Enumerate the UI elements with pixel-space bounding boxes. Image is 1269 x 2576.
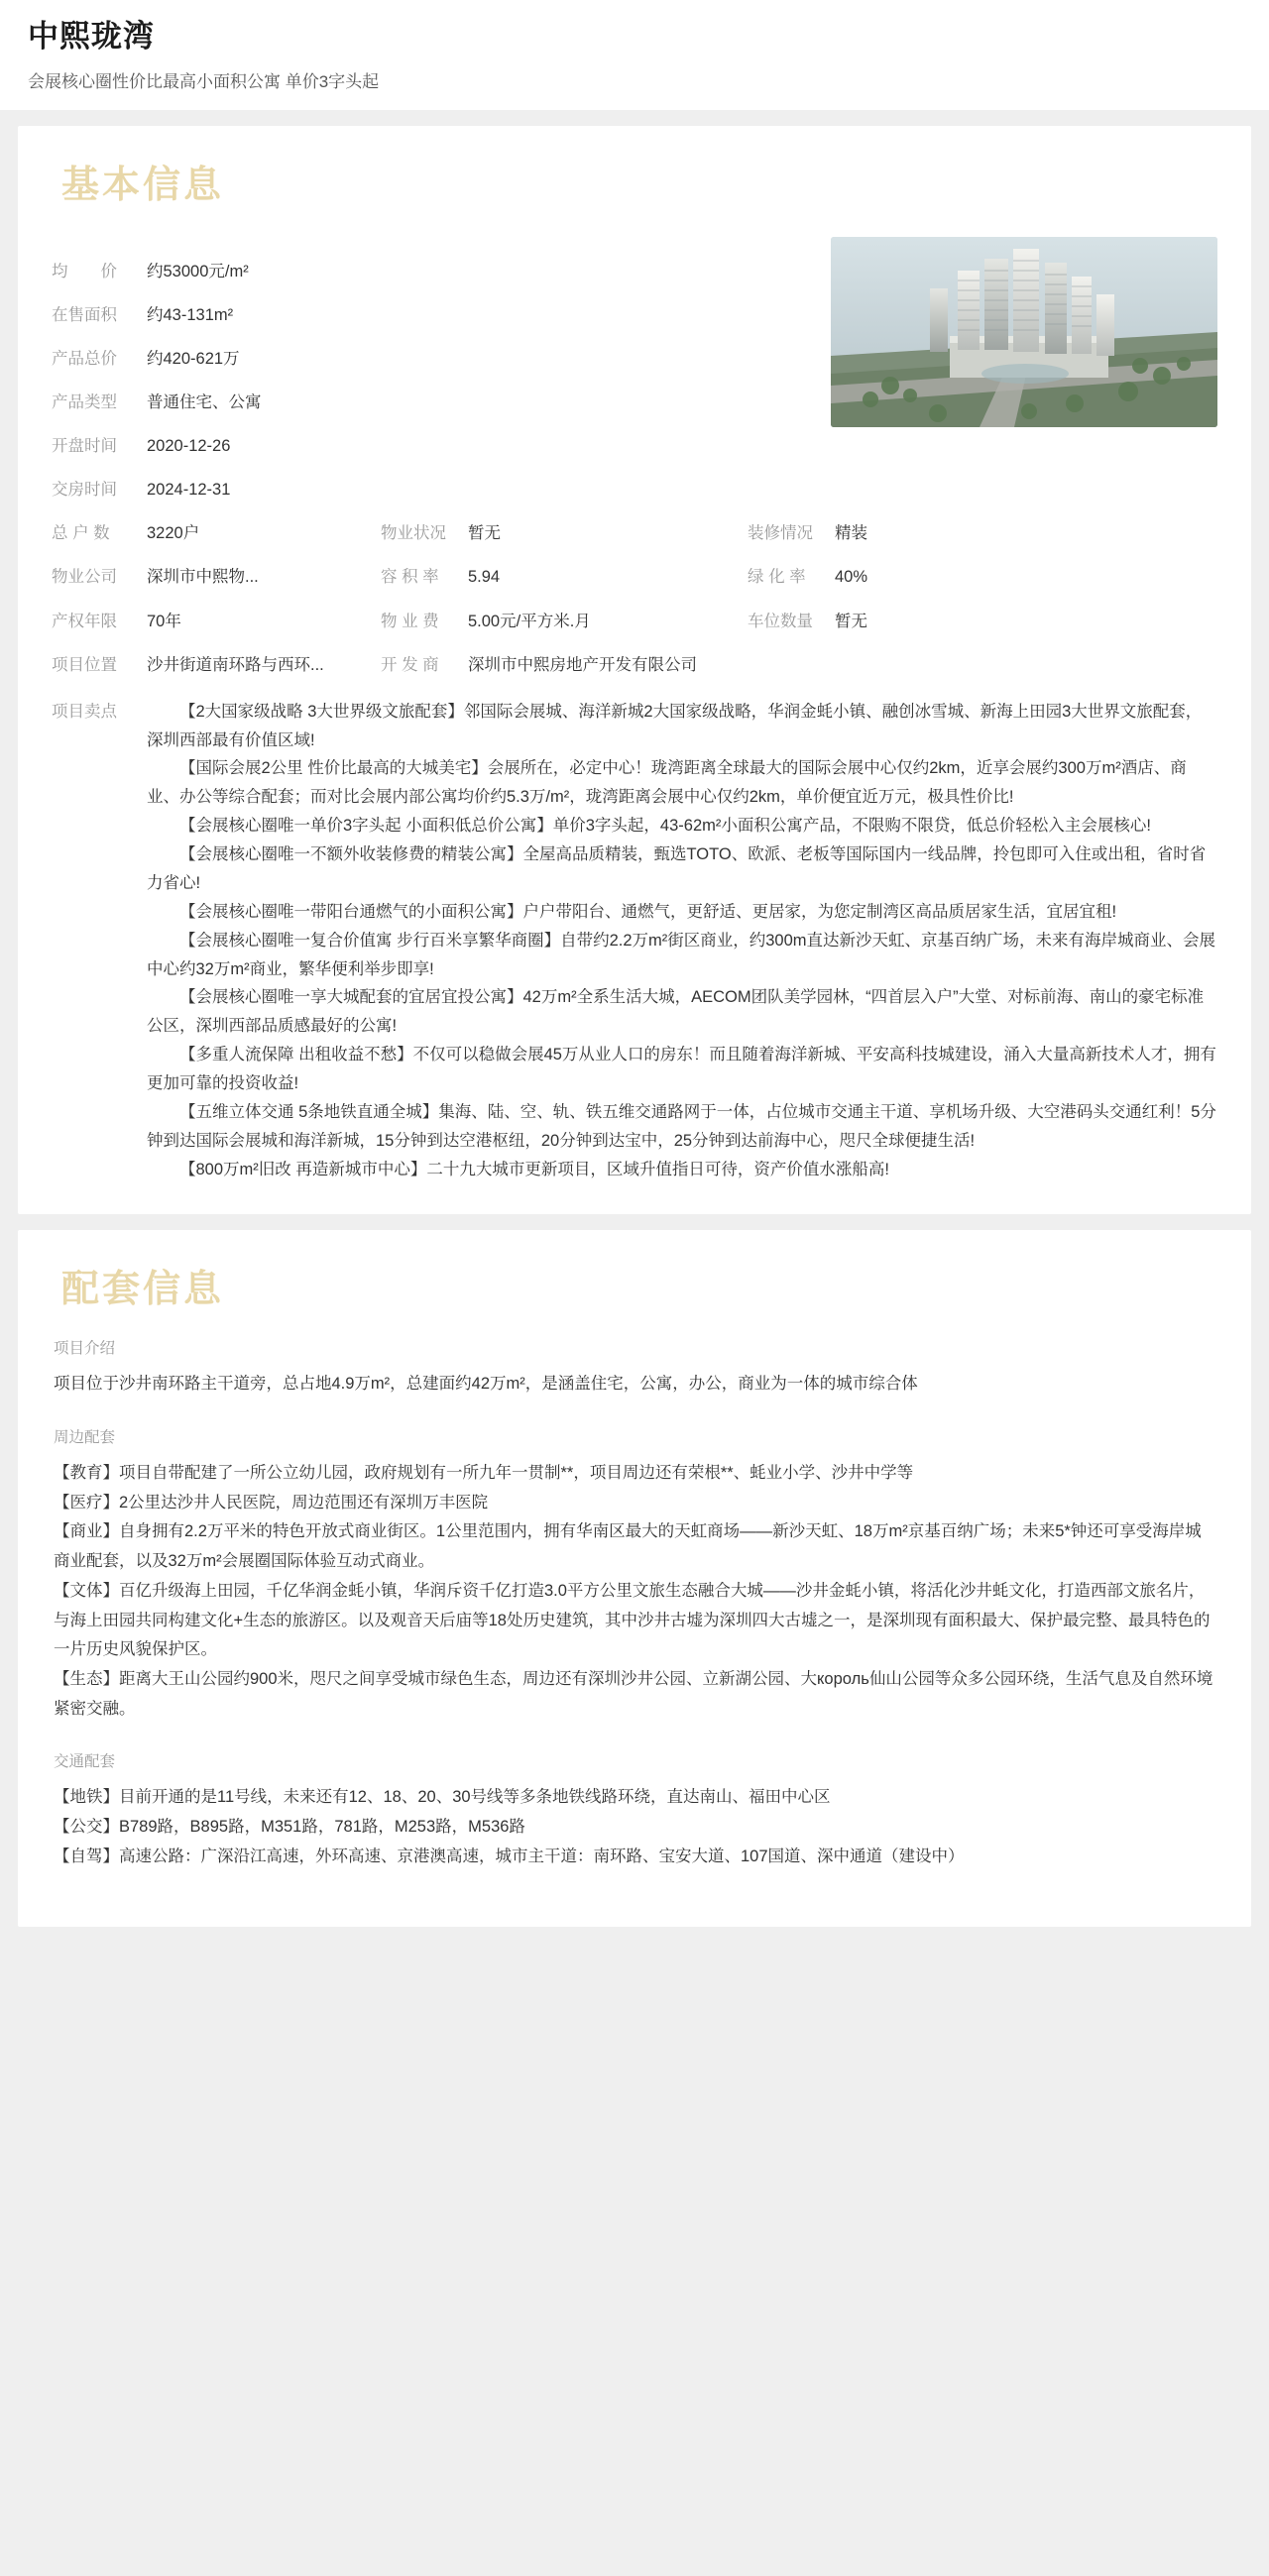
selling-point: 【会展核心圈唯一享大城配套的宜居宜投公寓】42万m²全系生活大城，AECOM团队美学园林，“四首层入户”大堂、对标前海、南山的豪宅标准公区，深圳西部品质感最好的公寓! [147,988,1205,1036]
page-header [0,0,1269,110]
around-list [54,1459,1217,1724]
field-value: 40% [835,568,868,587]
basic-info-card [18,126,1251,1214]
field-label: 装修情况 [748,524,813,543]
field-label: 总 户 数 [52,524,110,543]
field-value: 精装 [835,524,867,543]
field-cell [52,566,381,589]
list-item: 【地铁】目前开通的是11号线，未来还有12、18、20、30号线等多条地铁线路环绕，直达南山、福田中心区 [54,1788,831,1807]
info-row [52,566,1217,589]
selling-point: 【会展核心圈唯一单价3字头起 小面积低总价公寓】单价3字头起，43-62m²小面积公寓产品，不限购不限贷，低总价轻松入主会展核心! [179,817,1151,836]
field-row [52,348,518,371]
field-label: 绿 化 率 [748,568,806,587]
basic-info-fields [52,233,518,523]
traffic-label: 交通配套 [54,1753,116,1771]
list-item: 【医疗】2公里达沙井人民医院，周边范围还有深圳万丰医院 [54,1493,489,1512]
selling-point: 【会展核心圈唯一带阳台通燃气的小面积公寓】户户带阳台、通燃气，更舒适、更居家，为您定制湾区高品质居家生活，宜居宜租! [179,902,1117,921]
around-label: 周边配套 [54,1429,116,1447]
page-subtitle: 会展核心圈性价比最高小面积公寓 单价3字头起 [28,72,380,92]
list-item: 【教育】项目自带配建了一所公立幼儿园，政府规划有一所九年一贯制**，项目周边还有荣根**、蚝业小学、沙井中学等 [54,1464,914,1483]
field-row [52,392,518,414]
selling-points [52,698,1217,1184]
list-item: 【商业】自身拥有2.2万平米的特色开放式商业街区。1公里范围内，拥有华南区最大的天虹商场——新沙天虹、18万m²京基百纳广场；未来5*钟还可享受海岸城商业配套，以及32万m²会展圈国际体验互动式商业。 [54,1522,1202,1571]
info-row [52,522,1217,545]
field-value: 深圳市中熙物... [147,568,259,587]
intro-label: 项目介绍 [54,1340,116,1358]
field-value: 5.94 [468,568,501,587]
field-value: 3220户 [147,524,200,543]
matching-info-title: 配套信息 [61,1268,225,1310]
field-value: 2024-12-31 [147,481,231,500]
field-row [52,435,518,458]
field-cell [381,654,748,677]
traffic-list [54,1783,1217,1871]
field-cell [748,522,1217,545]
field-cell [748,611,1217,633]
page-title: 中熙珑湾 [28,19,155,54]
field-value: 2020-12-26 [147,437,231,456]
field-value: 暂无 [468,524,501,543]
selling-points-label: 项目卖点 [52,702,117,721]
info-row [52,611,1217,633]
selling-point: 【会展核心圈唯一复合价值寓 步行百米享繁华商圈】自带约2.2万m²街区商业，约300m直达新沙天虹、京基百纳广场，未来有海岸城商业、会展中心约32万m²商业，繁华便利举步即享! [147,931,1216,978]
property-rendering-image [831,237,1217,427]
field-row [52,261,518,283]
list-item: 【文体】百亿升级海上田园，千亿华润金蚝小镇，华润斥资千亿打造3.0平方公里文旅生态融合大城——沙井金蚝小镇，将活化沙井蚝文化，打造西部文旅名片，与海上田园共同构建文化+生态的旅游区。以及观音天后庙等18处历史建筑，其中沙井古墟为深圳四大古墟之一，是深圳现有面积最大、保护最完整、最具特色的一片历史风貌保护区。 [54,1581,1211,1659]
field-label: 交房时间 [52,481,117,500]
field-label: 项目位置 [52,655,117,674]
field-cell [52,654,381,677]
basic-info-top [52,233,1217,523]
field-label: 车位数量 [748,612,813,630]
basic-info-title: 基本信息 [61,164,225,206]
field-label: 物 业 费 [381,612,439,630]
list-item: 【公交】B789路，B895路，M351路，781路，M253路，M536路 [54,1817,525,1836]
field-value: 暂无 [835,612,867,630]
field-label: 容 积 率 [381,568,439,587]
field-value: 沙井街道南环路与西环... [147,655,324,674]
hero-image-wrap [518,233,1217,427]
selling-point: 【800万m²旧改 再造新城市中心】二十九大城市更新项目，区域升值指日可待，资产价值水涨船高! [179,1160,889,1178]
field-value: 约53000元/m² [147,262,249,280]
field-label: 开 发 商 [381,655,439,674]
selling-point: 【多重人流保障 出租收益不愁】不仅可以稳做会展45万从业人口的房东！而且随着海洋新城、平安高科技城建设，涌入大量高新技术人才，拥有更加可靠的投资收益! [147,1046,1216,1093]
field-cell [52,611,381,633]
field-value: 5.00元/平方米.月 [468,612,591,630]
field-value: 深圳市中熙房地产开发有限公司 [468,655,697,674]
field-label: 均 价 [52,262,117,280]
field-label: 物业公司 [52,568,117,587]
field-value: 约420-621万 [147,349,240,368]
selling-points-body [147,698,1217,1184]
field-label: 产权年限 [52,612,117,630]
selling-point: 【国际会展2公里 性价比最高的大城美宅】会展所在，必定中心！珑湾距离全球最大的国际会展中心仅约2km，近享会展约300万m²酒店、商业、办公等综合配套；而对比会展内部公寓均价约5.3万/m²，珑湾距离会展中心仅约2km，单价便宜近万元，极具性价比! [147,759,1187,807]
selling-point: 【五维立体交通 5条地铁直通全城】集海、陆、空、轨、铁五维交通路网于一体，占位城市交通主干道、享机场升级、大空港码头交通红利！5分钟到达国际会展城和海洋新城，15分钟到达空港枢纽，20分钟到达宝中，25分钟到达前海中心，咫尺全球便捷生活! [147,1102,1216,1150]
list-item: 【自驾】高速公路：广深沿江高速，外环高速、京港澳高速，城市主干道：南环路、宝安大道、107国道、深中通道（建设中） [54,1847,965,1865]
field-label: 产品类型 [52,393,117,412]
field-row [52,479,518,502]
info-row [52,654,1217,677]
field-label: 物业状况 [381,524,446,543]
selling-point: 【会展核心圈唯一不额外收装修费的精装公寓】全屋高品质精装，甄选TOTO、欧派、老板等国际国内一线品牌，拎包即可入住或出租，省时省力省心! [147,845,1207,892]
matching-info-card [18,1230,1251,1928]
field-cell [381,566,748,589]
field-cell [52,522,381,545]
field-value: 普通住宅、公寓 [147,393,262,412]
field-value: 70年 [147,612,181,630]
field-row [52,304,518,327]
field-cell [381,522,748,545]
field-label: 产品总价 [52,349,117,368]
selling-point: 【2大国家级战略 3大世界级文旅配套】邻国际会展城、海洋新城2大国家级战略，华润金蚝小镇、融创冰雪城、新海上田园3大世界文旅配套，深圳西部最有价值区域! [147,702,1203,749]
field-label: 在售面积 [52,305,117,324]
field-cell [381,611,748,633]
field-value: 约43-131m² [147,305,234,324]
field-label: 开盘时间 [52,437,117,456]
list-item: 【生态】距离大王山公园约900米，咫尺之间享受城市绿色生态，周边还有深圳沙井公园、立新湖公园、大король仙山公园等众多公园环绕，生活气息及自然环境紧密交融。 [54,1669,1213,1718]
intro-text: 项目位于沙井南环路主干道旁，总占地4.9万m²，总建面约42万m²，是涵盖住宅，公寓，办公，商业为一体的城市综合体 [54,1375,918,1394]
field-cell [748,566,1217,589]
